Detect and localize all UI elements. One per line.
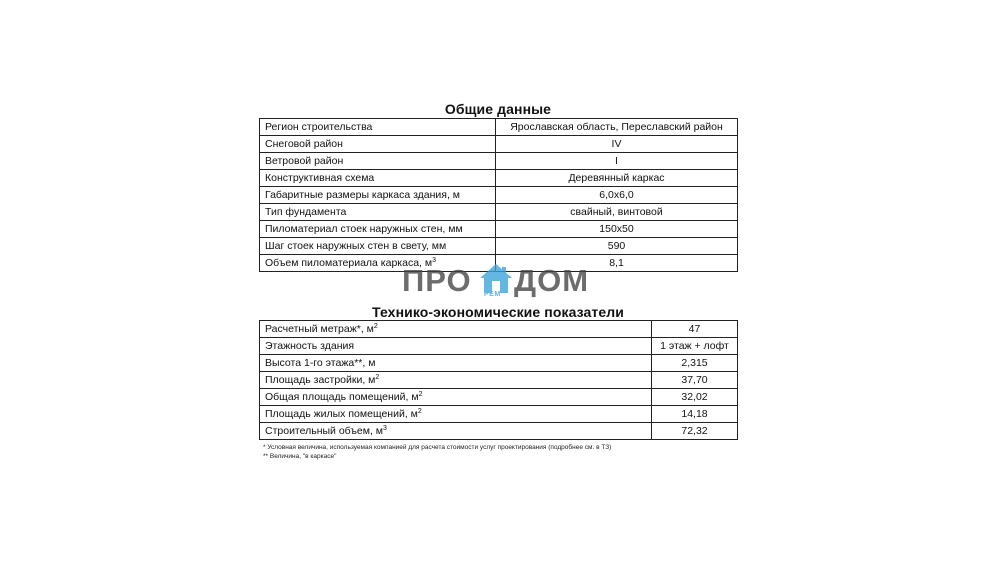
row-label: Площадь жилых помещений, $м^2$ [260,406,652,423]
row-label: Объем пиломатериала каркаса, $м^3$ [260,255,496,272]
row-value: I [496,153,738,170]
table-row [260,153,738,170]
table-row [260,389,738,406]
row-value: 32,02 [652,389,738,406]
row-label: Снеговой район [260,136,496,153]
general-data-table [259,118,738,272]
row-label: Шаг стоек наружных стен в свету, мм [260,238,496,255]
footnote-2: ** Величина, "в каркасе" [263,453,337,460]
row-value: 37,70 [652,372,738,389]
row-label: Площадь застройки, $м^2$ [260,372,652,389]
table-row [260,423,738,440]
row-value: Ярославская область, Переславский район [496,119,738,136]
footnote-1: * Условная величина, используемая компанией для расчета стоимости услуг проектирования (подробнее см. в ТЗ) [263,444,612,451]
table-row [260,204,738,221]
tech-indicators-table [259,320,738,440]
row-label: Этажность здания [260,338,652,355]
row-label: Габаритные размеры каркаса здания, м [260,187,496,204]
row-label: Регион строительства [260,119,496,136]
row-value: 8,1 [496,255,738,272]
table-row [260,136,738,153]
table-row [260,355,738,372]
row-value: 72,32 [652,423,738,440]
row-value: 47 [652,321,738,338]
table-row [260,406,738,423]
table-row [260,372,738,389]
table-row [260,338,738,355]
watermark-text-right: ДОМ [514,263,590,298]
watermark-small-text: РЕМ [484,291,501,298]
table-row [260,321,738,338]
row-value: 6,0х6,0 [496,187,738,204]
watermark-logo [402,264,602,304]
row-value: Деревянный каркас [496,170,738,187]
table-row [260,187,738,204]
table-row [260,119,738,136]
row-label: Расчетный метраж*, $м^2$ [260,321,652,338]
tech-indicators-title: Технико-экономические показатели [372,304,624,320]
row-value: 590 [496,238,738,255]
row-value: свайный, винтовой [496,204,738,221]
table-row [260,170,738,187]
row-value: 14,18 [652,406,738,423]
row-label: Пиломатериал стоек наружных стен, мм [260,221,496,238]
watermark-text-left: ПРО [402,263,472,298]
row-label: Конструктивная схема [260,170,496,187]
row-value: 150х50 [496,221,738,238]
table-row [260,221,738,238]
general-data-title: Общие данные [444,101,552,117]
row-label: Общая площадь помещений, $м^2$ [260,389,652,406]
row-label: Тип фундамента [260,204,496,221]
row-value: 2,315 [652,355,738,372]
row-label: Строительный объем, $м^3$ [260,423,652,440]
row-label: Ветровой район [260,153,496,170]
table-row [260,238,738,255]
row-value: IV [496,136,738,153]
row-value: 1 этаж + лофт [652,338,738,355]
row-label: Высота 1-го этажа**, м [260,355,652,372]
